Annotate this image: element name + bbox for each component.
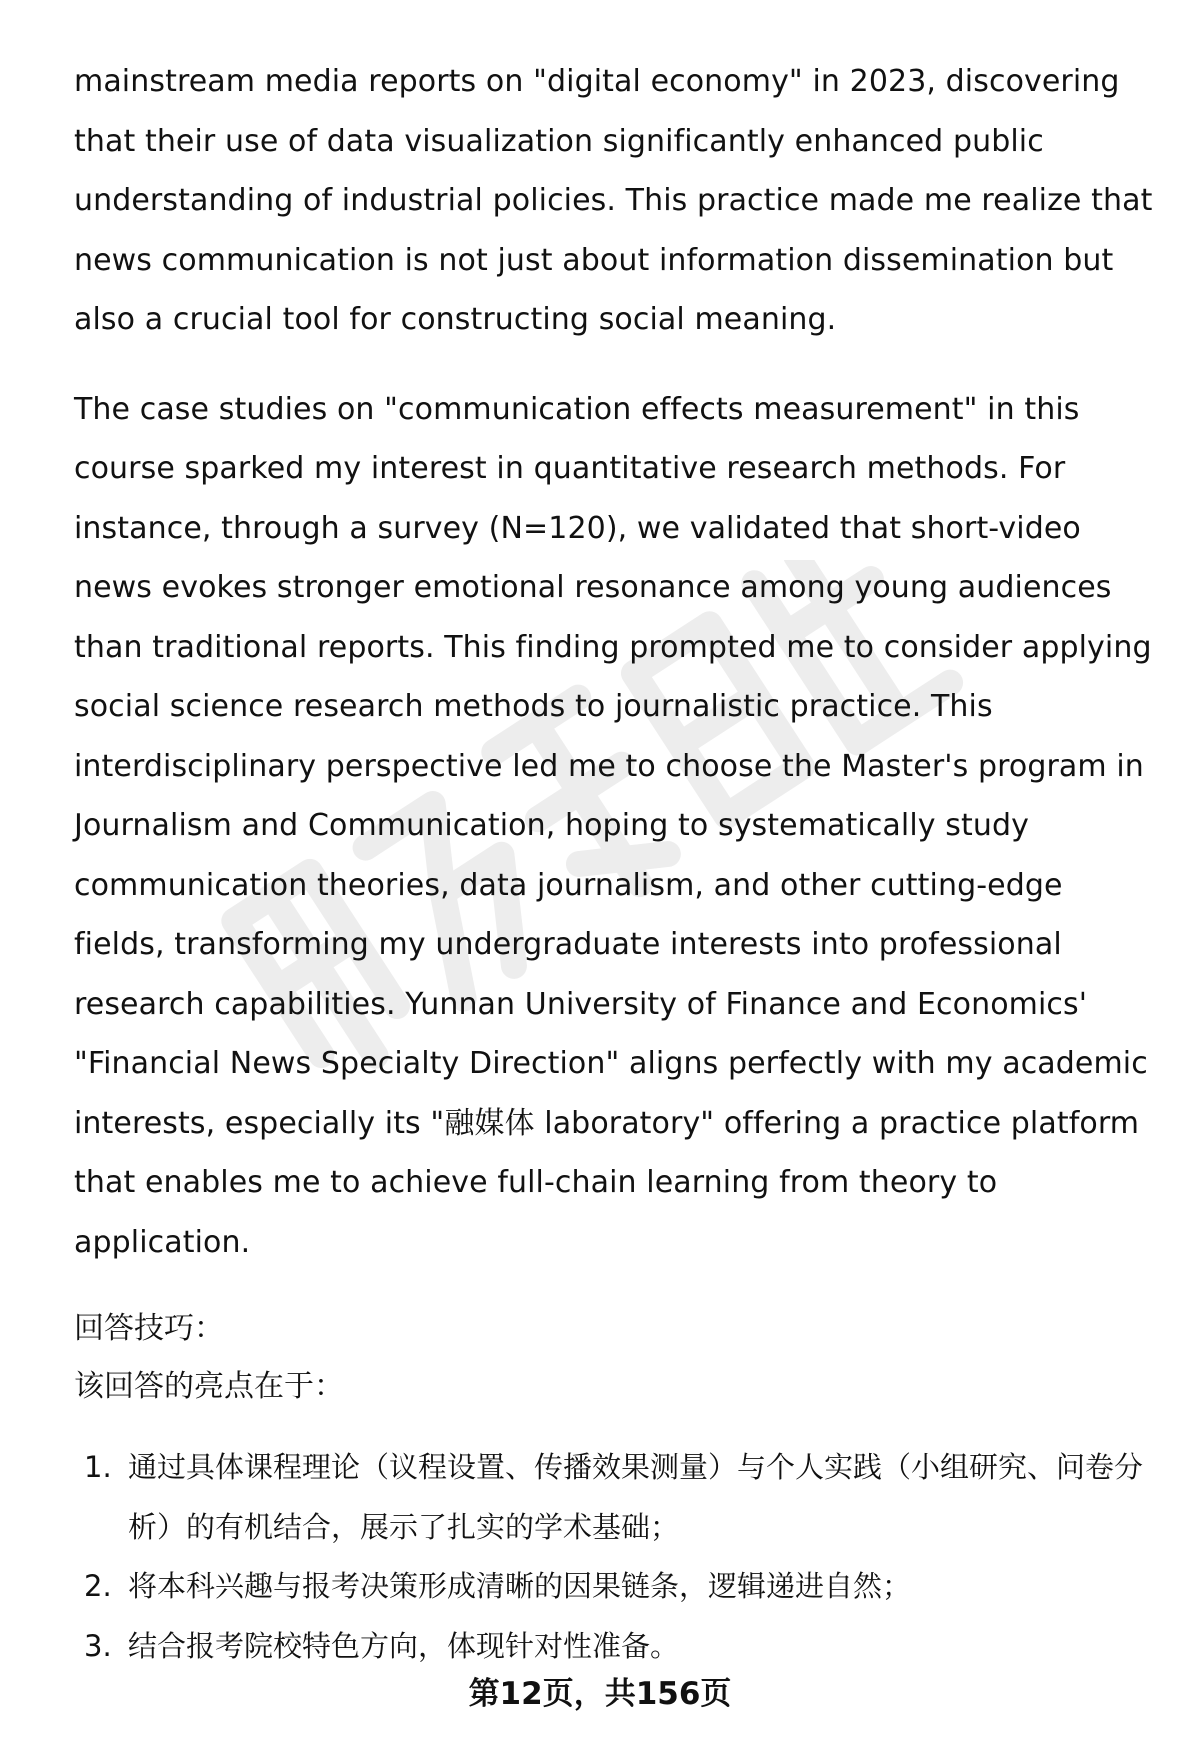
body-paragraph: The case studies on "communication effects measurement" in this course sparked my interest in quantitative research methods. For instance, through a survey (N=120), we validated that short-video news evokes stronger emotional resonance among young audiences than traditional reports. This finding prompted me to consider applying social science research methods to journalistic practice. This interdisciplinary perspective led me to choose the Master's program in Journalism and Communication, hoping to systematically study communication theories, data journalism, and other cutting-edge fields, transforming my undergraduate interests into professional research capabilities. Yunnan University of Finance and Economics' "Financial News Specialty Direction" aligns perfectly with my academic interests, especially its "融媒体 laboratory" offering a practice platform that enables me to achieve full-chain learning from theory to application. [74, 391, 1152, 1260]
list-item-text: 结合报考院校特色方向，体现针对性准备。 [128, 1628, 680, 1663]
list-item-number: 1. [84, 1450, 112, 1484]
page-number-footer: 第12页，共156页 [468, 1676, 732, 1712]
list-item-number: 3. [84, 1628, 112, 1663]
list-item-number: 2. [84, 1569, 112, 1603]
highlights-list [74, 1438, 1154, 1676]
list-item [74, 1557, 1154, 1617]
tips-subheading: 该回答的亮点在于： [74, 1369, 344, 1404]
list-item-text: 通过具体课程理论（议程设置、传播效果测量）与个人实践（小组研究、问卷分析）的有机结合，展示了扎实的学术基础； [128, 1450, 1144, 1544]
list-item-text: 将本科兴趣与报考决策形成清晰的因果链条，逻辑递进自然； [128, 1569, 912, 1603]
tips-section [74, 1300, 1154, 1676]
tips-heading: 回答技巧： [74, 1311, 224, 1346]
list-item [74, 1438, 1154, 1557]
document-content [74, 52, 1154, 1676]
body-paragraph: mainstream media reports on "digital economy" in 2023, discovering that their use of data visualization significantly enhanced public understanding of industrial policies. This practice made me realize that news communication is not just about information dissemination but also a crucial tool for constructing social meaning. [74, 64, 1153, 337]
